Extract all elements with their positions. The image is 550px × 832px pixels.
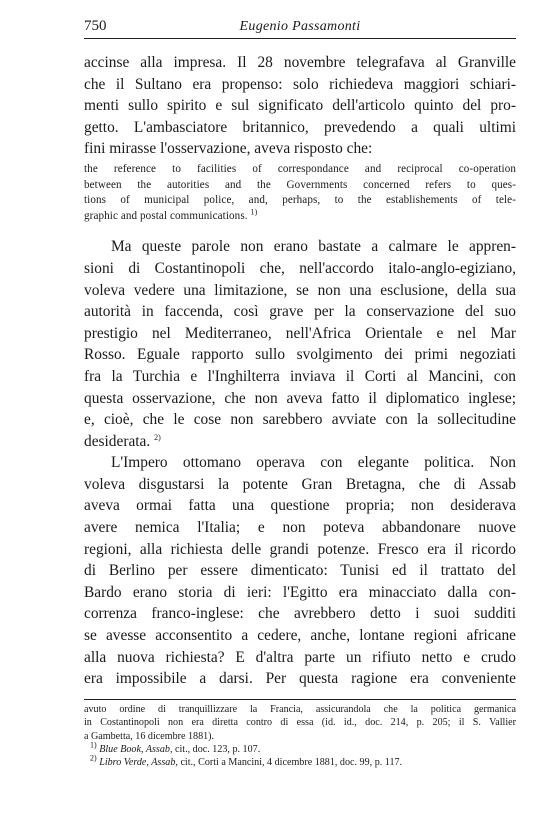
footnote-line: avuto ordine di tranquillizzare la Francia, assicurandola che la politica germanica xyxy=(84,703,516,715)
footnote-citation: cit., doc. 123, p. 107. xyxy=(175,743,261,755)
text-line: che il Sultano era propenso: solo richiedeva maggiori schiari- xyxy=(84,75,516,93)
text-line: aveva ormai fatta una questione propria; non desiderava xyxy=(84,497,516,515)
text-line: autorità in faccenda, così grave per la conservazione del suo xyxy=(84,303,516,321)
footnote-ref-1: 1) xyxy=(250,207,258,217)
quote-line: tions of municipal police, and, perhaps, to the establishements of tele- xyxy=(84,194,516,207)
text-line: di Berlino per essere dimenticato: Tunisi ed il trattato del xyxy=(84,562,516,580)
text-line: alla nuova richiesta? E d'altra parte un rifiuto netto e crudo xyxy=(84,648,516,666)
quote-line: the reference to facilities of correspondance and reciprocal co-operation xyxy=(84,162,516,175)
text-line: Rosso. Eguale rapporto sullo svolgimento dei primi negoziati xyxy=(84,346,516,364)
text-line: L'Impero ottomano operava con elegante politica. Non xyxy=(111,454,516,472)
footnote-mark: 2) xyxy=(90,754,97,764)
text-line: accinse alla impresa. Il 28 novembre telegrafava al Granville xyxy=(84,54,516,71)
text-line: avere nemica l'Italia; e non poteva abbandonare nuove xyxy=(84,519,516,537)
text-line: menti sullo spirito e sul significato dell'articolo quinto del pro- xyxy=(84,97,516,115)
quote-line: between the autorities and the Governments concerned refers to ques- xyxy=(84,178,516,191)
footnote-line: a Gambetta, 16 dicembre 1881). xyxy=(84,730,215,742)
text-line: fra la Turchia e l'Inghilterra inviava il Corti al Mancini, con xyxy=(84,367,516,385)
text-line: fini mirasse l'osservazione, aveva risposto che: xyxy=(84,140,373,158)
header-rule xyxy=(84,38,516,39)
footnote-1 xyxy=(84,740,516,756)
quote-text: graphic and postal communications. xyxy=(84,209,248,222)
footnote-2 xyxy=(84,756,516,769)
page-number: 750 xyxy=(84,18,107,34)
text-line: voleva vedere una limitazione, se non una esclusione, della sua xyxy=(84,281,516,299)
text-line: regioni, alla richiesta delle grandi potenze. Fresco era il ricordo xyxy=(84,540,516,558)
text-line: e, cioè, che le cose non sarebbero avviate con la sollecitudine xyxy=(84,411,516,429)
footnote-mark: 1) xyxy=(90,740,97,750)
text-line: voleva disgustarsi la potente Gran Bretagna, che di Assab xyxy=(84,475,516,493)
english-quotation xyxy=(84,162,516,224)
text-line: era impossibile a darsi. Per questa ragione era conveniente xyxy=(84,670,516,688)
paragraph-3 xyxy=(84,452,516,690)
text-line: correnza franco-inglese: che avrebbero detto i suoi sudditi xyxy=(84,605,516,623)
text-line xyxy=(84,431,516,453)
footnote-ref-2: 2) xyxy=(154,432,161,442)
book-page xyxy=(84,18,516,770)
footnote-source: Libro Verde, Assab, xyxy=(99,757,178,769)
text-line: Bardo erano storia di ieri: l'Egitto era minacciato dalla con- xyxy=(84,583,516,601)
paragraph-2 xyxy=(84,236,516,452)
footnotes xyxy=(84,703,516,770)
text-line: se avesse acconsentito a cedere, anche, lontane regioni africane xyxy=(84,627,516,645)
paragraph-end: desiderata. xyxy=(84,432,151,450)
text-line: questa osservazione, che non aveva fatto il diplomatico inglese; xyxy=(84,389,516,407)
text-line: sioni di Costantinopoli che, nell'accordo italo-anglo-egiziano, xyxy=(84,259,516,277)
footnote-citation: cit., Corti a Mancini, 4 dicembre 1881, doc. 99, p. 117. xyxy=(180,757,403,769)
quote-line xyxy=(84,209,516,225)
footnote-rule xyxy=(84,699,516,700)
text-line: prestigio nel Mediterraneo, nell'Africa Orientale e nel Mar xyxy=(84,324,516,342)
running-header xyxy=(84,18,516,40)
text-line: getto. L'ambasciatore britannico, prevedendo a quali ultimi xyxy=(84,118,516,136)
paragraph-1 xyxy=(84,52,516,160)
running-title: Eugenio Passamonti xyxy=(239,19,361,34)
text-line: Ma queste parole non erano bastate a calmare le appren- xyxy=(111,238,516,256)
footnote-line: in Costantinopoli non era diretta contro di essa (id. id., doc. 214, p. 205; il S. Vallier xyxy=(84,717,516,729)
footnote-source: Blue Book, Assab, xyxy=(99,743,173,755)
